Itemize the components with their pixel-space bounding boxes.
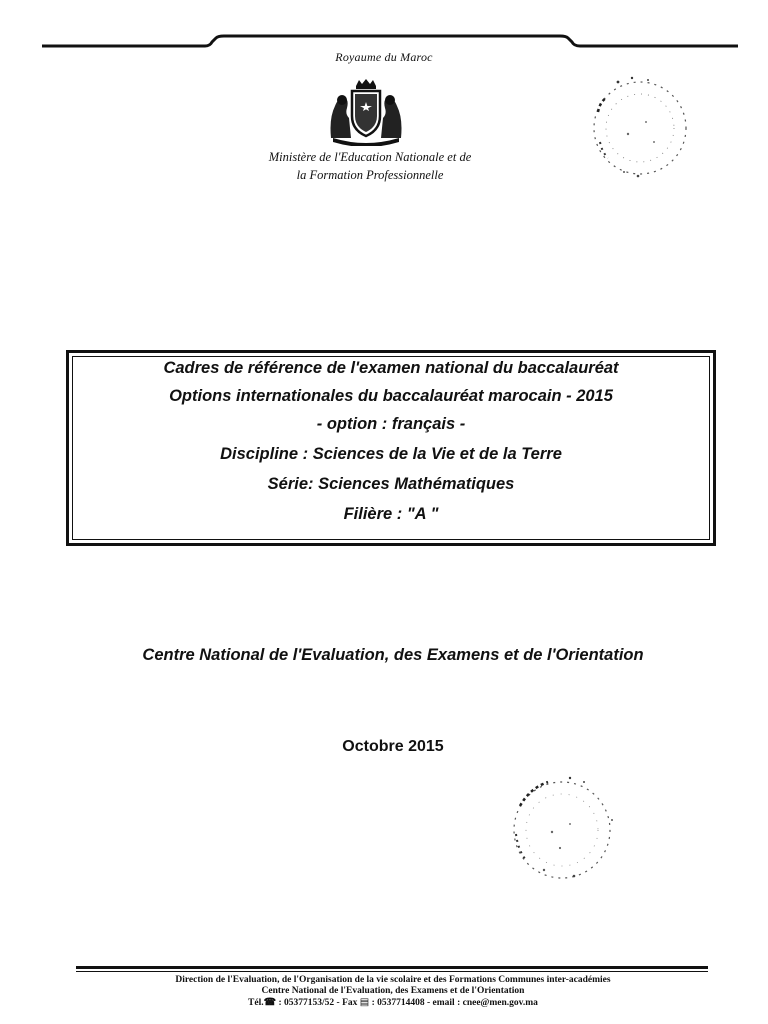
ministry-line-2: la Formation Professionnelle (296, 168, 444, 182)
kingdom-name: Royaume du Maroc (335, 50, 433, 64)
fax-number: : 0537714408 (371, 998, 425, 1008)
email: - email : cnee@men.gov.ma (427, 998, 538, 1008)
title-line-5: Série: Sciences Mathématiques (267, 475, 515, 493)
footer-line-2: Centre National de l'Evaluation, des Examens et de l'Orientation (261, 986, 525, 996)
official-stamp-icon (588, 72, 692, 184)
title-line-1: Cadres de référence de l'examen national du baccalauréat (163, 359, 619, 377)
footer-rule-thin (76, 971, 708, 972)
title-line-3: - option : français - (316, 415, 466, 433)
tel-number: : 05377153/52 (278, 998, 335, 1008)
document-date: Octobre 2015 (342, 738, 444, 755)
title-line-2: Options internationales du baccalauréat marocain - 2015 (169, 387, 613, 405)
title-line-6: Filière : "A " (343, 505, 439, 523)
footer-contact (0, 997, 768, 1008)
tel-label: Tél. (248, 998, 264, 1008)
royal-coat-of-arms-icon (325, 78, 407, 146)
fax-icon: ▤ (359, 997, 370, 1008)
footer-rule (76, 966, 708, 969)
ministry-line-1: Ministère de l'Education Nationale et de (268, 150, 472, 164)
centre-name: Centre National de l'Evaluation, des Examens et de l'Orientation (142, 646, 644, 664)
title-line-4: Discipline : Sciences de la Vie et de la Terre (220, 445, 562, 463)
fax-label: - Fax (336, 998, 358, 1008)
official-stamp-icon (500, 772, 630, 884)
telephone-icon: ☎ (263, 997, 277, 1008)
footer-line-1: Direction de l'Evaluation, de l'Organisation de la vie scolaire et des Formations Communes inter-académies (175, 975, 611, 985)
title-frame (66, 350, 716, 546)
